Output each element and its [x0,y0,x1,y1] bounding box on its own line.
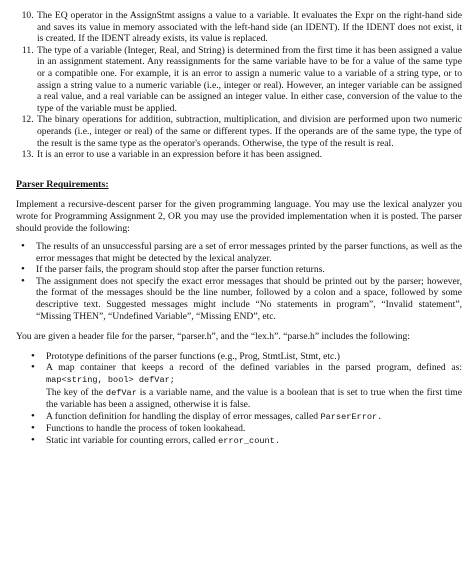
semantic-rules-list [16,10,462,161]
requirement-item: • The assignment does not specify the exact error messages that should be printed out by the parser; however, the format of the messages should be the line number, followed by a colon and a space, followed by some descriptive text. Suggested messages might include “No statements in program”, “Invalid statement”, “Missing THEN”, “Undefined Variable”, “Missing END”, etc. [36,276,462,322]
requirement-item: • The results of an unsuccessful parsing are a set of error messages printed by the parser functions, as well as the error messages that might be detected by the lexical analyzer. [36,241,462,264]
defvar-explanation [46,387,462,411]
defvar-inline-code: defVar [105,387,137,398]
include-item: • Prototype definitions of the parser functions (e.g., Prog, StmtList, Stmt, etc.) [46,351,462,363]
requirement-item: • If the parser fails, the program should stop after the parser function returns. [36,264,462,276]
rule-10: 10. The EQ operator in the AssignStmt assigns a value to a variable. It evaluates the Expr on the right-hand side and saves its value in memory associated with the left-hand side (an IDENT). If the IDENT does not exist, it is created. If the IDENT already exists, its value is replaced. [36,10,462,45]
parser-error-code: ParserError. [320,411,383,422]
error-count-code: error_count. [218,436,280,446]
rule-13: 13. It is an error to use a variable in an expression before it has been assigned. [36,149,462,161]
include-item [46,362,462,410]
parser-intro-paragraph: Implement a recursive-descent parser for the given programming language. You may use the lexical analyzer you wrote for Programming Assignment 2, OR you may use the provided implementation when it is posted. The parser should provide the following: [16,199,462,234]
include-item: • Functions to handle the process of token lookahead. [46,423,462,435]
rule-12: 12. The binary operations for addition, subtraction, multiplication, and division are performed upon two numeric operands (i.e., integer or real) of the same or different types. If the operands are of the same type, the type of the result is the same type as the operator's operands. Otherwise, the type of the result is real. [36,114,462,149]
header-file-paragraph: You are given a header file for the parser, “parser.h”, and the “lex.h”. “parse.h” includes the following: [16,331,410,343]
include-item [46,411,462,424]
include-item [46,435,462,448]
defvar-explanation-end: is a variable name, and the value is a boolean that is set to true when the first time the variable has been a assigned, otherwise it is false. [46,386,462,411]
header-includes-list [16,351,462,448]
defvar-explanation-start: The key of the [46,386,104,398]
parser-requirements-heading: Parser Requirements: [16,178,109,190]
include-item-text: Static int variable for counting errors, called [46,435,216,446]
include-item-text: A map container that keeps a record of the defined variables in the parsed program, defined as: [46,362,462,374]
defvar-declaration-code: map<string, bool> defVar; [46,375,175,386]
requirements-list [16,241,462,322]
rule-11: 11. The type of a variable (Integer, Real, and String) is determined from the first time it has been assigned a value in an assignment statement. Any reassignments for the same variable have to be for a value of the same type or a compatible one. For example, it is an error to assign a numeric value to a variable of a string type, or to assign a string value to a numeric variable (i.e., integer or real). However, an integer variable can be assigned a real value, and a real variable can be assigned an integer value. In either case, conversion of the value to the type of the variable must be applied. [36,45,462,115]
include-item-text: A function definition for handling the display of error messages, called [46,410,319,422]
